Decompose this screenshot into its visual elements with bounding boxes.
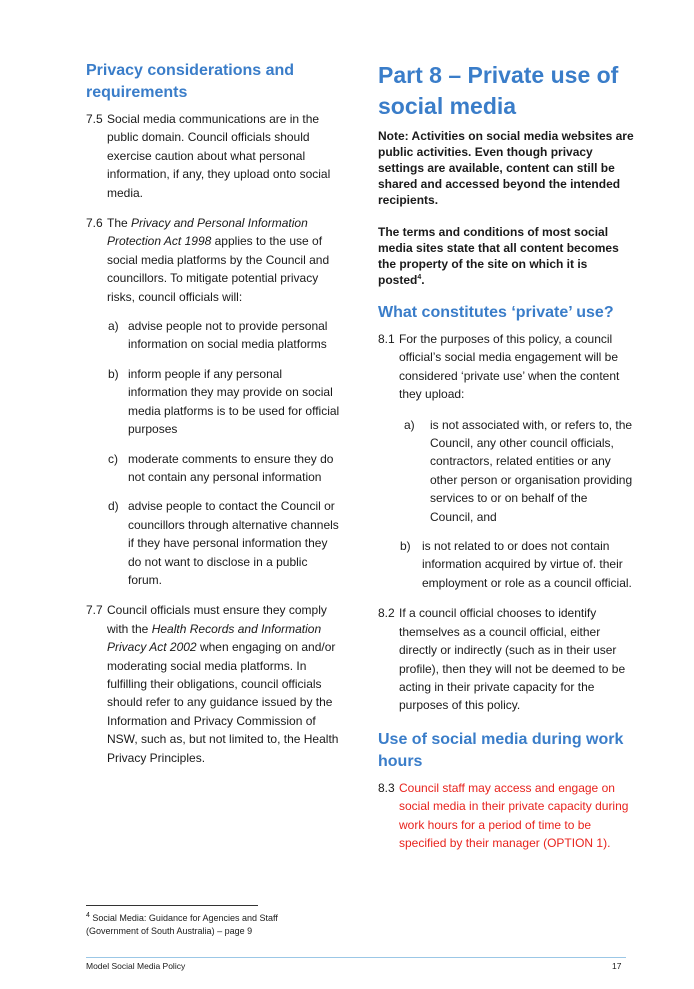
footnote-separator	[86, 905, 258, 906]
note-end: .	[421, 273, 425, 287]
clause-number: 8.2	[378, 606, 395, 621]
clause-text-post: when engaging on and/or moderating social media platforms. In fulfilling their obligations, council officials should refer to any guidance issued by the Information and Privacy Commission of NSW, such as, but not limited to, the Health Privacy Principles.	[107, 640, 339, 765]
note-public-activities: Note: Activities on social media websites are public activities. Even though privacy settings are available, content can still be shared and accessed beyond the intended recipients.	[378, 129, 634, 207]
clause-7-5	[86, 110, 344, 202]
clause-7-7	[86, 601, 344, 767]
clause-text: Social media communications are in the public domain. Council officials should exercise caution about what personal information, if any, they upload onto social media.	[107, 112, 331, 200]
clause-number: 7.5	[86, 112, 103, 126]
clause-8-2	[378, 604, 634, 714]
act-title: Privacy and Personal Information Protection Act 1998	[107, 216, 308, 249]
list-letter: a)	[404, 417, 415, 432]
left-column	[86, 60, 344, 767]
work-hours-heading: Use of social media during work hours	[378, 730, 624, 770]
part-8-title: Part 8 – Private use of social media	[378, 62, 619, 119]
clause-text: Council staff may access and engage on social media in their private capacity during work hours for a period of time to be specified by their manager (OPTION 1).	[399, 780, 629, 850]
privacy-heading: Privacy considerations and requirements	[86, 62, 295, 101]
list-text: advise people to contact the Council or councillors through alternative channels if they have personal information they do not want to disclose in a public forum.	[128, 499, 339, 587]
list-text: moderate comments to ensure they do not contain any personal information	[128, 451, 334, 484]
list-item	[86, 317, 344, 354]
footer-title: Model Social Media Policy	[86, 961, 186, 971]
right-column	[378, 60, 634, 852]
clause-number: 7.6	[86, 216, 103, 231]
list-text: is not associated with, or refers to, the Council, any other council officials, contractors, related entities or any other person or organisation providing services to or on behalf of the Council, and	[430, 417, 633, 524]
act-title: Health Records and Information Privacy Act 2002	[107, 621, 322, 655]
list-letter: b)	[108, 366, 119, 381]
clause-7-6	[86, 214, 344, 306]
clause-text-pre: The	[107, 216, 132, 231]
list-text: advise people not to provide personal information on social media platforms	[128, 319, 328, 352]
clause-8-3	[378, 779, 634, 853]
clause-8-1	[378, 330, 634, 404]
list-letter: b)	[400, 539, 411, 554]
footer-rule	[86, 957, 626, 958]
clause-number: 8.3	[378, 780, 395, 795]
list-text: inform people if any personal information they may provide on social media platforms is to be used for official purposes	[128, 366, 340, 437]
clause-number: 7.7	[86, 603, 103, 618]
list-item	[378, 537, 634, 592]
list-letter: a)	[108, 319, 119, 334]
list-item	[86, 365, 344, 439]
footnote-text: Social Media: Guidance for Agencies and Staff (Government of South Australia) – page 9	[86, 913, 278, 936]
note-terms-conditions	[378, 224, 634, 288]
private-use-heading: What constitutes ‘private’ use?	[378, 304, 614, 321]
clause-number: 8.1	[378, 332, 395, 346]
list-item	[378, 416, 634, 526]
list-item	[86, 450, 344, 487]
list-item	[86, 497, 344, 589]
note-text: The terms and conditions of most social media sites state that all content becomes the property of the site on which it is posted	[378, 225, 619, 287]
page-number: 17	[612, 961, 622, 971]
list-letter: c)	[108, 451, 118, 466]
footnote-ref: 4	[417, 274, 422, 281]
footnote	[86, 912, 326, 938]
list-text: is not related to or does not contain information acquired by virtue of. their employment or role as a council official.	[422, 539, 632, 590]
clause-text-pre: Council officials must ensure they comply with the	[107, 603, 327, 636]
clause-text: For the purposes of this policy, a council official’s social media engagement will be considered ‘private use’ when the content they upload:	[399, 332, 620, 402]
clause-text: If a council official chooses to identify themselves as a council official, either directly or indirectly (such as in their user profile), then they will not be deemed to be acting in their private capacity for the purposes of this policy.	[399, 606, 626, 713]
footnote-number: 4	[86, 912, 90, 919]
list-letter: d)	[108, 499, 119, 514]
clause-text-post: applies to the use of social media platforms by the Council and councillors. To mitigate potential privacy risks, council officials will:	[107, 234, 330, 304]
